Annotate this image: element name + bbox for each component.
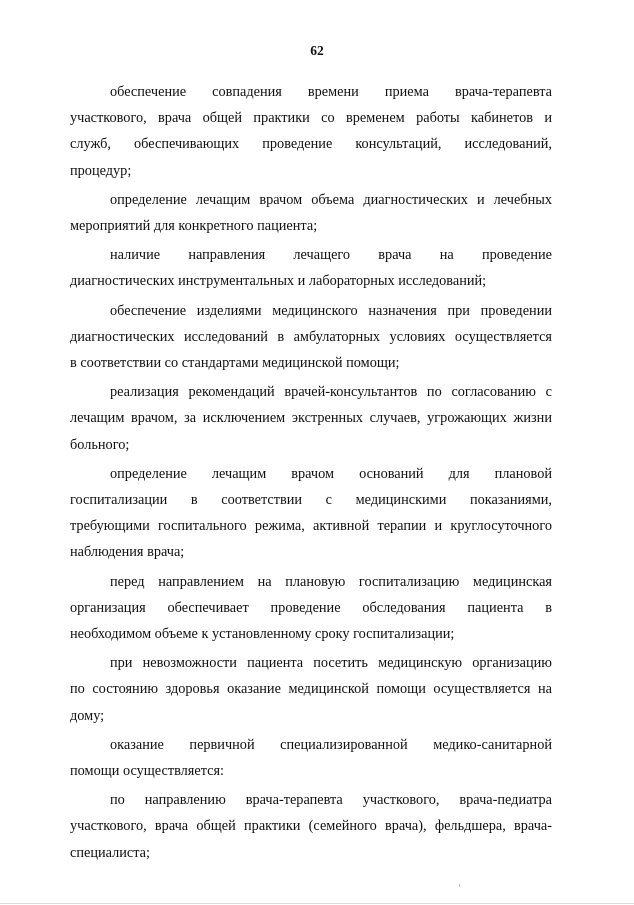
scan-artifact xyxy=(459,884,460,887)
paragraph xyxy=(70,379,552,458)
paragraph xyxy=(70,79,552,184)
text-line: участкового, врача общей практики со временем работы кабинетов и xyxy=(70,110,552,127)
scan-bottom-edge xyxy=(0,903,634,904)
text-line: лечащим врачом, за исключением экстренных случаев, угрожающих жизни xyxy=(70,410,552,427)
text-line: служб, обеспечивающих проведение консультаций, исследований, xyxy=(70,136,552,153)
text-line: помощи осуществляется: xyxy=(70,763,225,780)
paragraph xyxy=(70,298,552,377)
text-line: перед направлением на плановую госпитализацию медицинская xyxy=(110,573,552,590)
paragraph xyxy=(70,242,552,294)
page-number: 62 xyxy=(310,43,324,58)
text-line: мероприятий для конкретного пациента; xyxy=(70,218,318,235)
paragraph xyxy=(70,187,552,239)
text-line: реализация рекомендаций врачей-консультантов по согласованию с xyxy=(110,384,552,401)
paragraph xyxy=(70,569,552,648)
text-line: по направлению врача-терапевта участкового, врача-педиатра xyxy=(110,792,552,809)
text-line: обеспечение совпадения времени приема врача-терапевта xyxy=(110,84,552,100)
text-line: наличие направления лечащего врача на проведение xyxy=(110,247,552,264)
text-line: в соответствии со стандартами медицинской помощи; xyxy=(70,355,400,372)
text-line: диагностических инструментальных и лабораторных исследований; xyxy=(70,273,487,290)
text-line: больного; xyxy=(70,436,130,453)
text-line: обеспечение изделиями медицинского назначения при проведении xyxy=(110,302,552,319)
text-line: госпитализации в соответствии с медицинскими показаниями, xyxy=(70,492,552,509)
text-line: требующими госпитального режима, активной терапии и круглосуточного xyxy=(70,518,552,535)
text-line: наблюдения врача; xyxy=(70,544,185,561)
text-line: при невозможности пациента посетить медицинскую организацию xyxy=(110,655,552,672)
text-line: определение лечащим врачом оснований для плановой xyxy=(110,465,552,482)
text-line: дому; xyxy=(70,707,105,724)
text-line: необходимом объеме к установленному сроку госпитализации; xyxy=(70,626,455,643)
text-line: специалиста; xyxy=(70,844,150,861)
paragraph xyxy=(70,461,552,566)
text-line: диагностических исследований в амбулаторных условиях осуществляется xyxy=(70,328,552,345)
text-line: определение лечащим врачом объема диагностических и лечебных xyxy=(110,191,552,208)
document-body xyxy=(70,79,552,869)
text-line: участкового, врача общей практики (семейного врача), фельдшера, врача- xyxy=(70,818,552,835)
text-line: организация обеспечивает проведение обследования пациента в xyxy=(70,599,552,616)
paragraph xyxy=(70,732,552,784)
text-line: процедур; xyxy=(70,162,132,179)
paragraph xyxy=(70,650,552,729)
text-line: по состоянию здоровья оказание медицинской помощи осуществляется на xyxy=(70,681,552,698)
text-line: оказание первичной специализированной медико-санитарной xyxy=(110,736,552,753)
paragraph xyxy=(70,787,552,866)
